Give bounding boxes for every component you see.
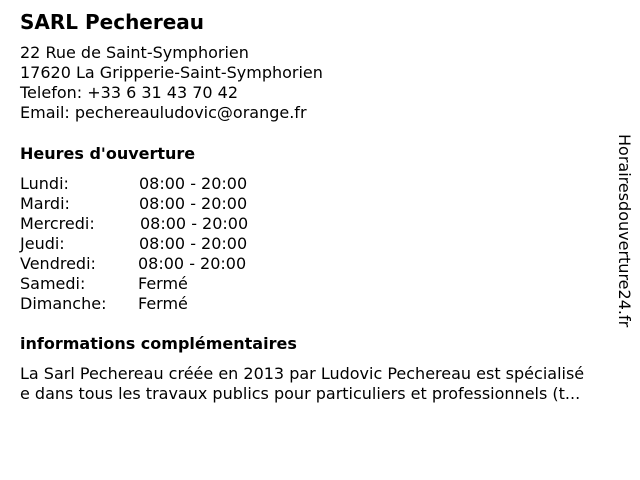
time-value: Fermé [138, 274, 188, 293]
phone-number[interactable]: Telefon: +33 6 31 43 70 42 [20, 83, 239, 102]
day-label: Samedi: [20, 274, 86, 293]
info-line-1: La Sarl Pechereau créée en 2013 par Ludovic Pechereau est spécialisé [20, 364, 585, 383]
address-city: 17620 La Gripperie-Saint-Symphorien [20, 63, 323, 82]
additional-info-heading: informations complémentaires [20, 334, 297, 353]
info-line-2: e dans tous les travaux publics pour particuliers et professionnels (t... [20, 384, 581, 403]
day-label: Mercredi: [20, 214, 95, 233]
day-label: Mardi: [20, 194, 70, 213]
site-watermark: Horairesdouverture24.fr [615, 134, 634, 328]
time-value: Fermé [138, 294, 188, 313]
time-value: 08:00 - 20:00 [139, 174, 248, 193]
time-value: 08:00 - 20:00 [138, 254, 247, 273]
time-value: 08:00 - 20:00 [139, 234, 248, 253]
address-street: 22 Rue de Saint-Symphorien [20, 43, 249, 62]
opening-hours-heading: Heures d'ouverture [20, 144, 196, 163]
day-label: Vendredi: [20, 254, 96, 273]
additional-info-text [20, 364, 630, 404]
time-value: 08:00 - 20:00 [139, 194, 248, 213]
day-label: Dimanche: [20, 294, 107, 313]
time-value: 08:00 - 20:00 [140, 214, 249, 233]
email-address[interactable]: Email: pechereauludovic@orange.fr [20, 103, 307, 122]
day-label: Jeudi: [20, 234, 65, 253]
day-label: Lundi: [20, 174, 69, 193]
contact-details [20, 43, 323, 123]
business-name: SARL Pechereau [20, 10, 205, 34]
